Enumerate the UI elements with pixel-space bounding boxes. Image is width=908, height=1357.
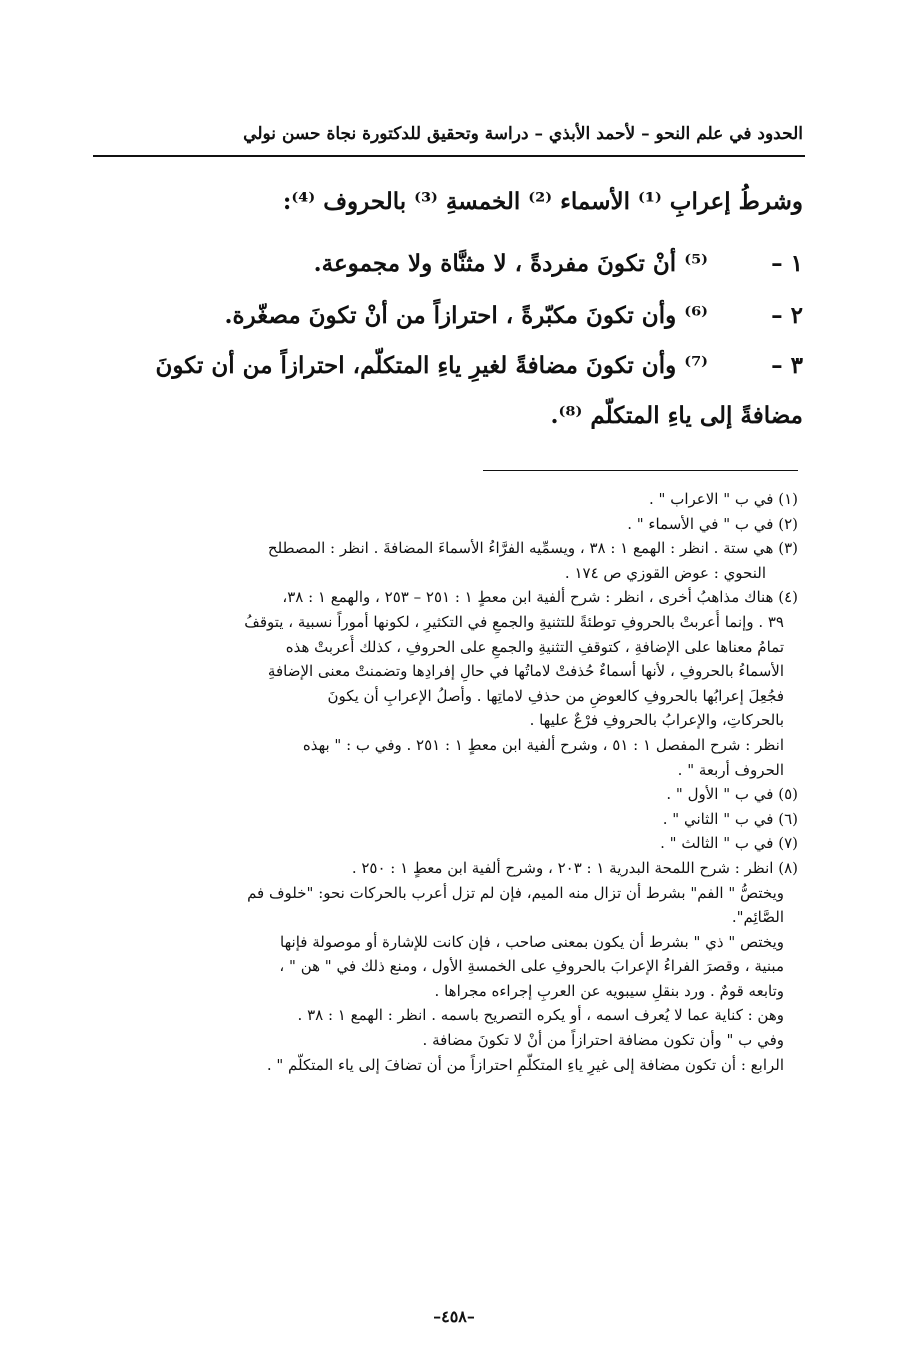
footnote-line: الحروف أربعة " . (677, 760, 784, 779)
footnote-line: (٨) انظر : شرح اللمحة البدرية ١ : ٢٠٣ ، وشرح ألفية ابن معطٍ ١ : ٢٥٠ . (351, 858, 798, 877)
footnote-line: تمامُ معناها على الإضافةِ ، كتوقفِ التثنيةِ والجمعِ على الحروفِ ، كذلك أُعربتْ هذه (285, 637, 784, 656)
footnote-line: الأسماءُ بالحروفِ ، لأنها أسماءٌ حُذفتْ لاماتُها في حالِ إفرادِها وتضمنتْ معنى الإضافةِ (267, 662, 784, 681)
condition-3-continuation: مضافةً إلى ياءِ المتكلّم ⁽⁸⁾. (550, 402, 803, 429)
running-header: الحدود في علم النحو – لأحمد الأبذي – دراسة وتحقيق للدكتورة نجاة حسن نولي (243, 124, 803, 144)
footnote-line: (٦) في ب " الثاني " . (662, 809, 798, 828)
footnote-line: بالحركاتِ، والإعرابُ بالحروفِ فرْعٌ عليها . (529, 711, 784, 730)
footnote-line: الصَّائِم". (731, 908, 784, 927)
condition-1-number: ١ – (771, 250, 803, 277)
intro-line: وشرطُ إعرابِ ⁽¹⁾ الأسماء ⁽²⁾ الخمسةِ ⁽³⁾ بالحروف ⁽⁴⁾: (282, 188, 803, 215)
footnotes (95, 487, 798, 1077)
footnote-line: وهن : كناية عما لا يُعرف اسمه ، أو يكره التصريح باسمه . انظر : الهمع ١ : ٣٨ . (297, 1006, 784, 1025)
footnote-separator (483, 470, 798, 471)
header-rule (93, 155, 805, 157)
footnote-line: انظر : شرح المفصل ١ : ٥١ ، وشرح ألفية ابن معطٍ ١ : ٢٥١ . وفي ب : " بهذه (302, 735, 784, 754)
footnote-line: فجُعِلَ إعرابُها بالحروفِ كالعوضِ من حذفِ لاماتِها . وأصلُ الإعرابِ أن يكونَ (327, 686, 784, 705)
footnote-line: (٥) في ب " الأول " . (666, 785, 798, 804)
condition-2-number: ٢ – (771, 302, 803, 329)
condition-3-text: ⁽⁷⁾ وأن تكونَ مضافةً لغيرِ ياءِ المتكلّم، احترازاً من أن تكونَ (155, 352, 708, 379)
footnote-line: (٤) هناك مذاهبُ أخرى ، انظر : شرح ألفية ابن معطٍ ١ : ٢٥١ – ٢٥٣ ، والهمع ١ : ٣٨، (282, 588, 798, 607)
footnote-line: (٧) في ب " الثالث " . (660, 834, 798, 853)
footnote-line: ويختصُّ " الفم" بشرط أن تزال منه الميم، فإن لم تزل أعرب بالحركات نحو: "خلوف فم (247, 883, 784, 902)
condition-1-text: ⁽⁵⁾ أنْ تكونَ مفردةً ، لا مثنَّاة ولا مجموعة. (313, 250, 708, 277)
footnote-line: مبنية ، وقصرَ الفراءُ الإعرابَ بالحروفِ على الخمسةِ الأول ، ومنع ذلك في " هن " ، (279, 957, 784, 976)
footnote-line: (٣) هي ستة . انظر : الهمع ١ : ٣٨ ، ويسمِّيه الفرَّاءُ الأسماءَ المضافةَ . انظر : المصطلح (267, 539, 798, 558)
footnote-line: وتابعه قومٌ . ورد بنقلِ سيبويه عن العربِ إجراءه مجراها . (434, 981, 784, 1000)
footnote-line: (١) في ب " الاعراب " . (649, 490, 798, 508)
footnote-line: النحوي : عوض القوزي ص ١٧٤ . (564, 563, 766, 582)
footnote-line: (٢) في ب " في الأسماء " . (627, 514, 798, 533)
footnote-line: ٣٩ . وإنما أُعربتْ بالحروفِ توطئةً للتثنيةِ والجمعِ في التكثيرِ ، لكونها أموراً نسبية ، يتوقفُ (244, 612, 784, 631)
footnote-line: وفي ب " وأن تكون مضافة احترازاً من أنْ لا تكونَ مضافة . (422, 1031, 784, 1050)
condition-3-number: ٣ – (771, 352, 803, 379)
footnote-line: ويختص " ذي " بشرط أن يكون بمعنى صاحب ، فإن كانت للإشارة أو موصولة فإنها (280, 932, 784, 951)
page-number: –٤٥٨– (433, 1307, 475, 1326)
footnote-line: الرابع : أن تكون مضافة إلى غيرِ ياءِ المتكلّمِ احترازاً من أن تضافَ إلى ياء المتكلّم " . (266, 1055, 784, 1074)
condition-2-text: ⁽⁶⁾ وأن تكونَ مكبّرةً ، احترازاً من أنْ تكونَ مصغّرة. (224, 302, 708, 329)
